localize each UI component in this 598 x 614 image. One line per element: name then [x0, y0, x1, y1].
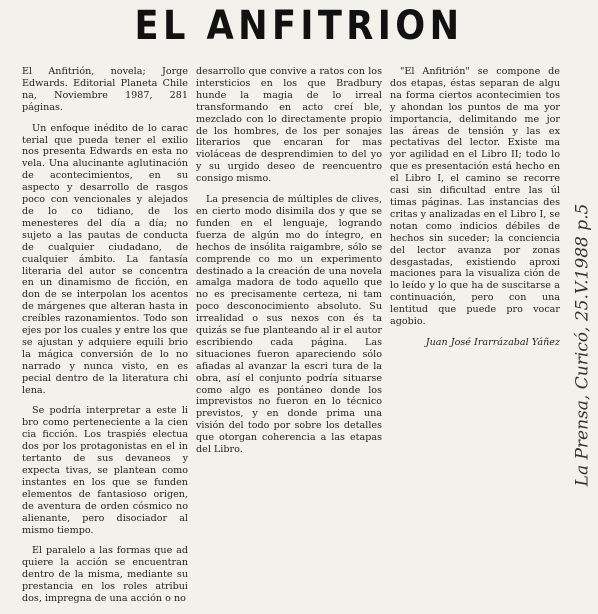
book-reference: El Anfitrión, novela; Jorge Edwards. Editorial Planeta Chile na, Noviembre 1987, 281 páginas.	[22, 66, 188, 113]
handwritten-margin-note	[569, 100, 595, 590]
paragraph: desarrollo que convive a ratos con los intersticios en los que Bradbury hunde la magia de lo irreal transformando en acto creí ble, mezclado con lo directamente propio de los hombres, de los per sonajes literarios que encaran for mas violáceas de desprendimien to del yo y su urgido deseo de reencuentro consigo mismo.	[196, 66, 382, 185]
paragraph: La presencia de múltiples de clives, en cierto modo disimila dos y que se funden en el lenguaje, logrando fuerza de algún mo do íntegro, en hechos de insólita raigambre, sólo se comprende co mo un experimento destinado a la creación de una novela amalga madora de todo aquello que no es precisamente certeza, ni tam poco desconocimiento absoluto. Su irrealidad o sus nexos con és ta quizás se fue planteando al ir el autor escribiendo cada página. Las situaciones fueron apareciendo sólo afiadas al avanzar la escri tura de la obra, así el conjunto podría situarse como algo es pontáneo donde los imprevistos no fueron en lo técnico previstos, y en donde prima una visión del todo por sobre los detalles que otorgan coherencia a las etapas del Libro.	[196, 194, 382, 456]
article-column-2	[196, 66, 382, 465]
margin-note-text: La Prensa, Curicó, 25.V.1988 p.5	[572, 203, 593, 487]
paragraph: "El Anfitrión" se compone de dos etapas, éstas separan de algu na forma ciertos acontecimien tos y ahondan los puntos de ma yor importancia, delimitando me jor las áreas de tensión y las ex pectativas del lector. Existe ma yor agilidad en el Libro II; todo lo que es presentación está hecho en el Libro I, el camino se recorre casi sin dificultad entre las úl timas páginas. Las instancias des critas y analizadas en el Libro I, se notan como indicios débiles de hechos sin suceder; la conciencia del lector avanza por zonas desgastadas, existiendo aproxi maciones para la visualiza ción de lo leído y lo que ha de suscitarse a continuación, pero con una lentitud que puede pro vocar agobio.	[390, 66, 560, 328]
article-column-3	[390, 66, 560, 349]
article-headline: EL ANFITRION	[134, 3, 464, 49]
paragraph: Un enfoque inédito de lo carac terial que pueda tener el exilio nos presenta Edwards en esta no vela. Una alucinante aglutinación de acontecimientos, en su aspecto y desarrollo de rasgos poco con vencionales y alejados de lo co tidiano, de los menesteres del día a día; no sujeto a las pautas de conducta de cualquier ciudadano, de cualquier ámbito. La fantasía literaria del autor se concentra en un dinamismo de ficción, en don de se interpolan los acentos de márgenes que alteran hasta in creíbles razonamientos. Todo son ejes por los cuales y entre los que se ajustan y adquiere equili brio la mágica conversión de lo no narrado y nunca visto, en es pecial dentro de la literatura chi lena.	[22, 122, 188, 396]
paragraph: Se podría interpretar a este li bro como perteneciente a la cien cia ficción. Los traspiés electua dos por los protagonistas en el in tertanto de sus devaneos y expecta tivas, se plantean como instantes en los que se funden elementos de fantasioso origen, de aventura de orden cósmico no alienante, pero disociador al mismo tiempo.	[22, 405, 188, 536]
article-column-1	[22, 66, 188, 614]
paragraph: El paralelo a las formas que ad quiere la acción se encuentran dentro de la misma, mediante su prestancia en los roles atribui dos, impregna de una acción o no	[22, 545, 188, 605]
author-signature: Juan José Irarrázabal Yáñez	[425, 336, 560, 348]
